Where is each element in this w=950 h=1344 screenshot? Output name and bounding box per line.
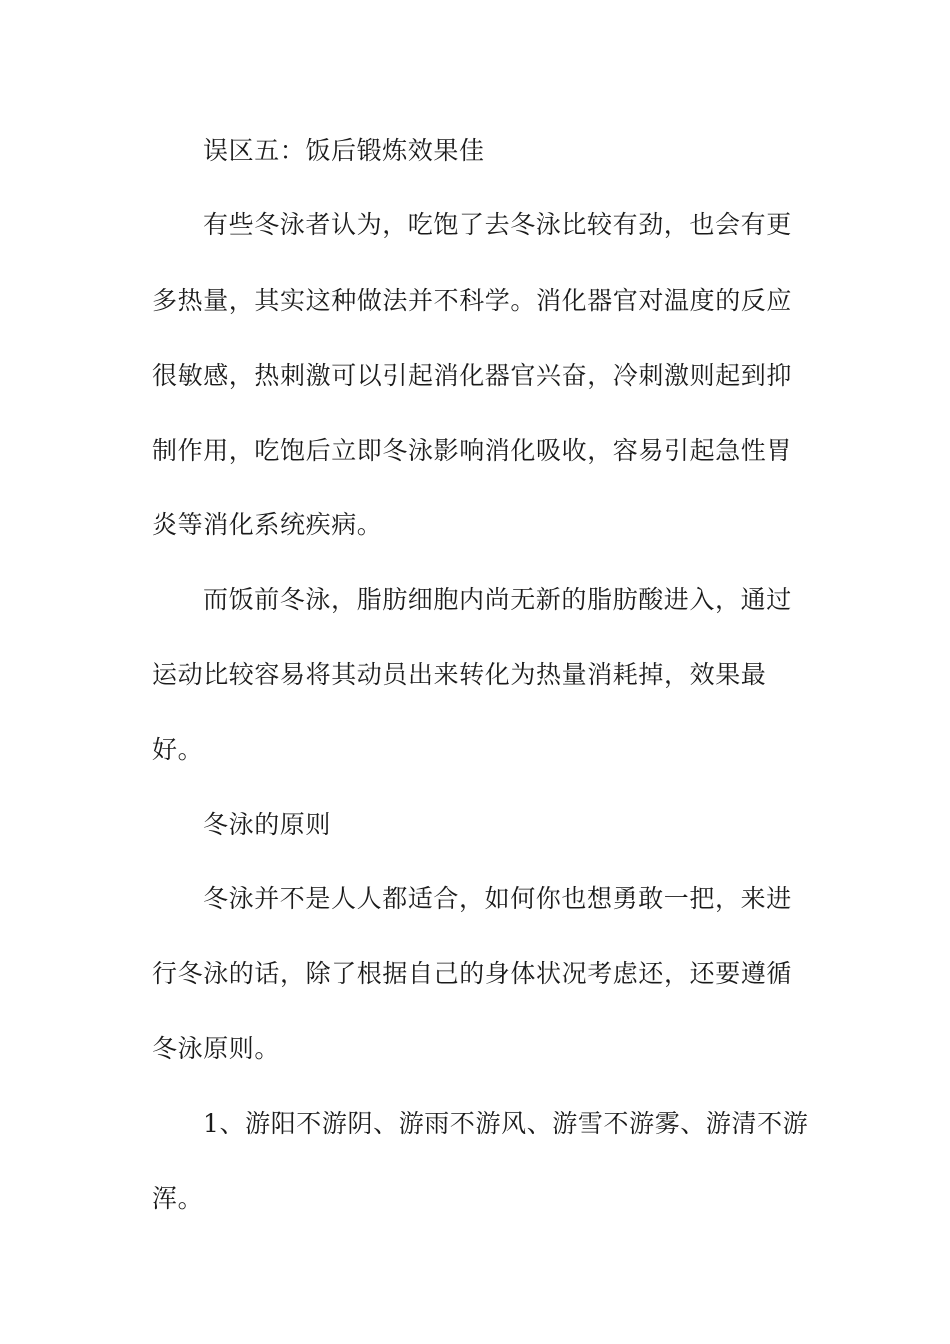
list-item-line: 浑。 [152,1184,204,1213]
paragraph-line: 好。 [152,735,204,764]
section-heading: 误区五：饭后锻炼效果佳 [203,136,485,165]
paragraph-line: 多热量，其实这种做法并不科学。消化器官对温度的反应 [152,286,793,315]
paragraph-line: 制作用，吃饱后立即冬泳影响消化吸收，容易引起急性胃 [152,436,793,465]
paragraph-line: 很敏感，热刺激可以引起消化器官兴奋，冷刺激则起到抑 [152,361,793,390]
paragraph-line: 炎等消化系统疾病。 [152,510,383,539]
paragraph-line: 运动比较容易将其动员出来转化为热量消耗掉，效果最 [152,660,767,689]
paragraph-line: 有些冬泳者认为，吃饱了去冬泳比较有劲，也会有更 [203,210,792,239]
paragraph-line: 冬泳原则。 [152,1034,281,1063]
paragraph-line: 而饭前冬泳，脂肪细胞内尚无新的脂肪酸进入，通过 [203,585,792,614]
paragraph-line: 行冬泳的话，除了根据自己的身体状况考虑还，还要遵循 [152,959,793,988]
list-item-line: 1、游阳不游阴、游雨不游风、游雪不游雾、游清不游 [203,1109,809,1138]
paragraph-line: 冬泳并不是人人都适合，如何你也想勇敢一把，来进 [203,884,792,913]
section-heading: 冬泳的原则 [203,810,332,839]
